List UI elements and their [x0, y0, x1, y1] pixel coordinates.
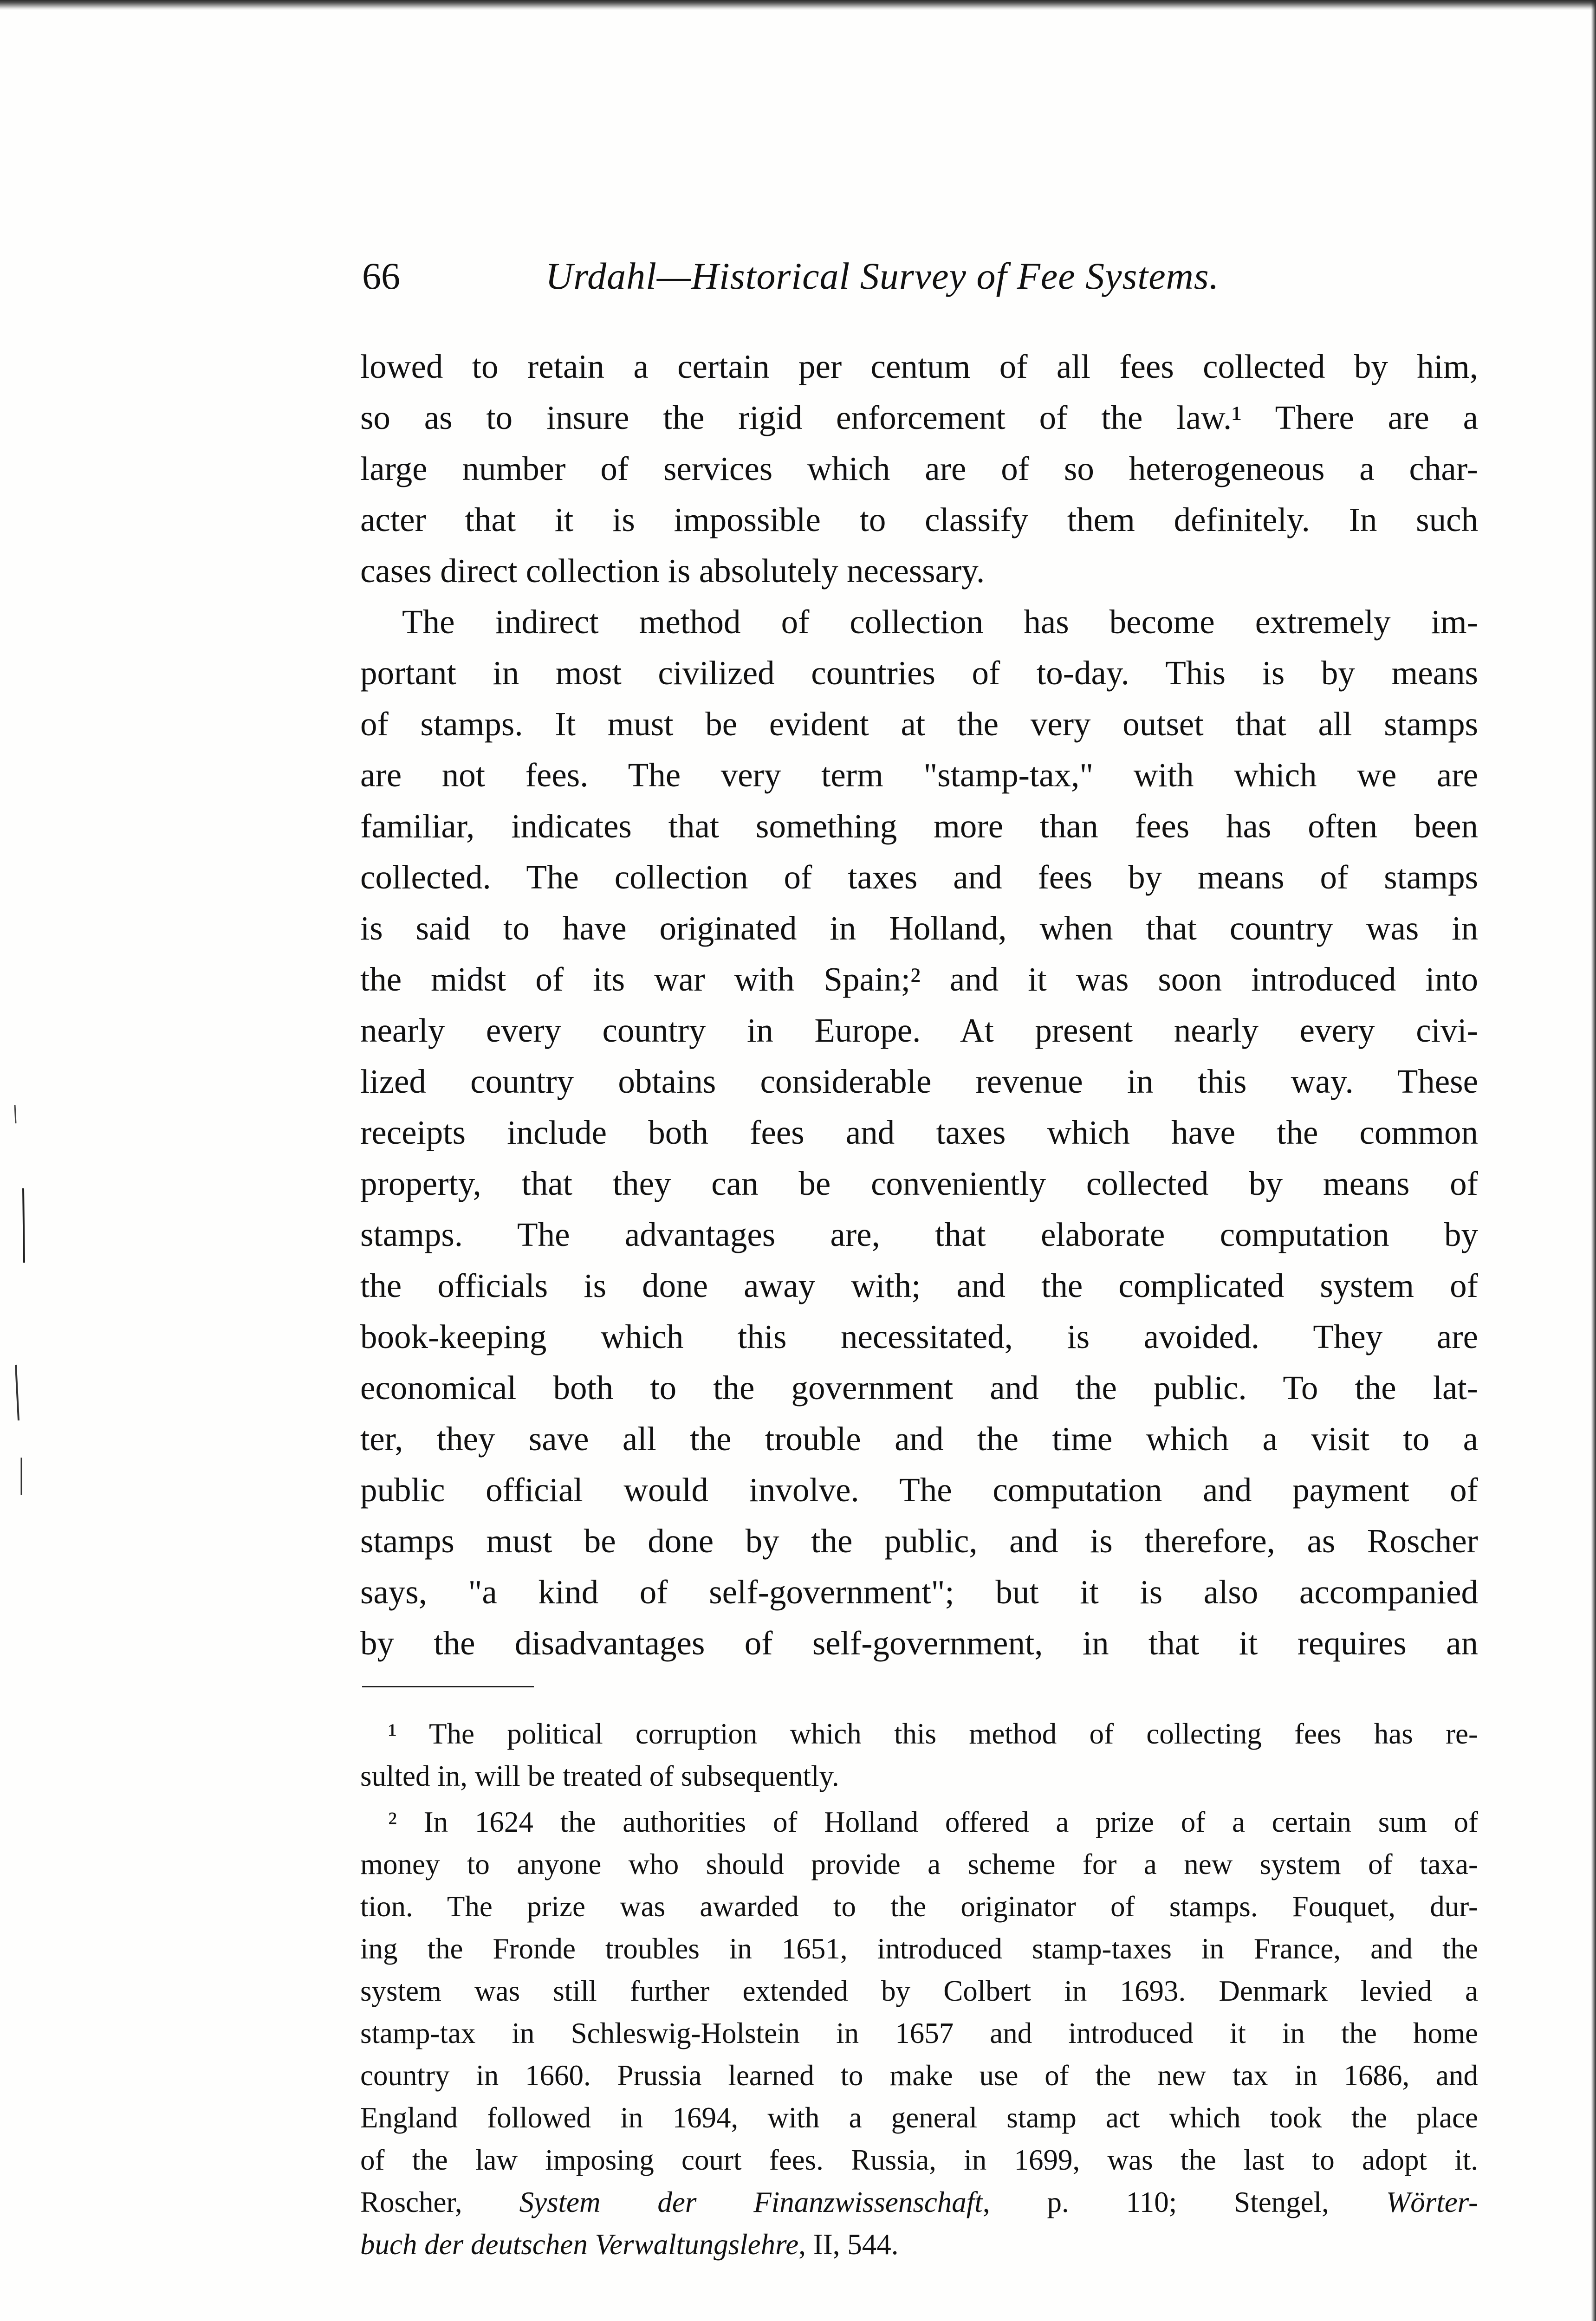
text-line: portant in most civilized countries of to-day. This is by means [360, 654, 1478, 692]
footnote-line: sulted in, will be treated of subsequently. [360, 1760, 839, 1792]
text-line: is said to have originated in Holland, when that country was in [360, 909, 1478, 947]
text-line: large number of services which are of so heterogeneous a char- [360, 450, 1478, 487]
citation-title: System der Finanzwissenschaft [519, 2186, 983, 2218]
text-line: familiar, indicates that something more than fees has often been [360, 807, 1478, 845]
scan-top-edge [0, 0, 1596, 10]
body-text [360, 341, 1478, 1669]
text-line: so as to insure the rigid enforcement of the law.¹ There are a [360, 399, 1478, 436]
footnote-citation-line [360, 2181, 1478, 2224]
footnote-line: ¹ The political corruption which this method of collecting fees has re- [388, 1718, 1478, 1750]
text-line: lowed to retain a certain per centum of all fees collected by him, [360, 348, 1478, 385]
citation-text: Roscher, [360, 2186, 519, 2218]
text-line: The indirect method of collection has become extremely im- [402, 603, 1478, 641]
text-line: property, that they can be conveniently collected by means of [360, 1165, 1478, 1202]
text-line: ter, they save all the trouble and the time which a visit to a [360, 1420, 1478, 1458]
text-line: the midst of its war with Spain;² and it was soon introduced into [360, 960, 1478, 998]
citation-text: , p. 110; Stengel, [982, 2186, 1386, 2218]
citation-text: , II, 544. [798, 2228, 899, 2261]
citation-title: Wörter- [1386, 2186, 1478, 2218]
page-number: 66 [362, 255, 400, 297]
text-line: receipts include both fees and taxes which have the common [360, 1114, 1478, 1151]
scan-right-edge [1591, 0, 1596, 2321]
binding-mark [15, 1105, 16, 1123]
text-line: collected. The collection of taxes and fees by means of stamps [360, 858, 1478, 896]
footnote-line: money to anyone who should provide a scheme for a new system of taxa- [360, 1848, 1478, 1880]
footnotes [360, 1713, 1478, 2266]
page-header [362, 253, 1476, 299]
footnote-gap [360, 1797, 1478, 1801]
running-head: Urdahl—Historical Survey of Fee Systems. [545, 255, 1220, 297]
text-line: the officials is done away with; and the complicated system of [360, 1267, 1478, 1304]
text-line: by the disadvantages of self-government, in that it requires an [360, 1624, 1478, 1662]
text-line: economical both to the government and the public. To the lat- [360, 1369, 1478, 1407]
binding-mark [23, 1188, 24, 1263]
footnote-rule [362, 1686, 534, 1687]
text-line: book-keeping which this necessitated, is avoided. They are [360, 1318, 1478, 1355]
text-line: stamps must be done by the public, and is therefore, as Roscher [360, 1522, 1478, 1560]
binding-mark [16, 1365, 19, 1420]
footnote-line: tion. The prize was awarded to the originator of stamps. Fouquet, dur- [360, 1890, 1478, 1923]
text-line: public official would involve. The computation and payment of [360, 1471, 1478, 1509]
footnote-line: of the law imposing court fees. Russia, in 1699, was the last to adopt it. [360, 2144, 1478, 2176]
text-line: stamps. The advantages are, that elaborate computation by [360, 1216, 1478, 1253]
text-line: says, "a kind of self-government"; but it is also accompanied [360, 1573, 1478, 1611]
text-line: of stamps. It must be evident at the very outset that all stamps [360, 705, 1478, 743]
footnote-citation-line [360, 2224, 1478, 2266]
text-line: are not fees. The very term "stamp-tax," with which we are [360, 756, 1478, 794]
margin-binding-marks [9, 1105, 28, 1523]
citation-title: buch der deutschen Verwaltungslehre [360, 2228, 799, 2261]
footnote-line: system was still further extended by Colbert in 1693. Denmark levied a [360, 1975, 1478, 2007]
footnote-line: ² In 1624 the authorities of Holland offered a prize of a certain sum of [388, 1806, 1478, 1838]
footnote-line: stamp-tax in Schleswig-Holstein in 1657 and introduced it in the home [360, 2017, 1478, 2049]
footnote-line: ing the Fronde troubles in 1651, introduced stamp-taxes in France, and the [360, 1932, 1478, 1965]
footnote-line: country in 1660. Prussia learned to make use of the new tax in 1686, and [360, 2059, 1478, 2092]
text-line: cases direct collection is absolutely necessary. [360, 552, 985, 590]
footnote-line: England followed in 1694, with a general stamp act which took the place [360, 2101, 1478, 2134]
text-line: lized country obtains considerable revenue in this way. These [360, 1063, 1478, 1100]
text-line: nearly every country in Europe. At present nearly every civi- [360, 1011, 1478, 1049]
text-line: acter that it is impossible to classify them definitely. In such [360, 501, 1478, 538]
